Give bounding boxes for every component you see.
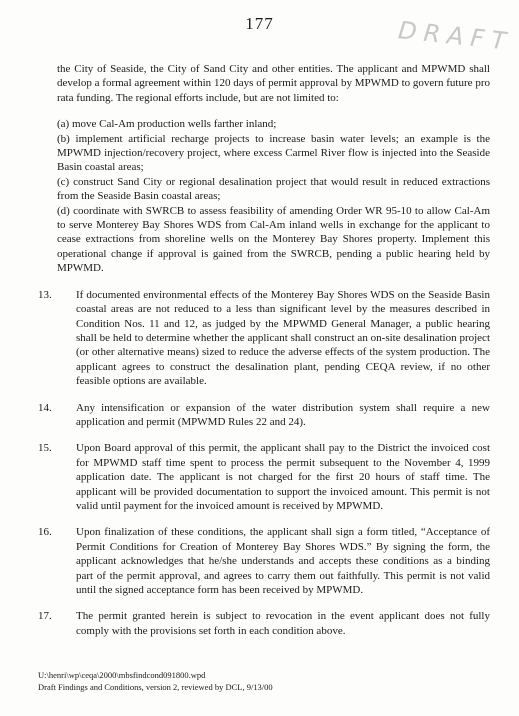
condition-13 (38, 288, 490, 389)
list-item: (c) construct Sand City or regional desalination project that would result in reduced extractions from the Seaside Basin coastal areas; (57, 175, 490, 203)
condition-15 (38, 441, 490, 513)
condition-number: 17. (38, 610, 52, 623)
list-item: (b) implement artificial recharge projects to increase basin water levels; an example is the MPWMD injection/recovery project, where excess Carmel River flow is injected into the Seaside Basin coastal areas; (57, 132, 490, 174)
version-note: Draft Findings and Conditions, version 2, reviewed by DCL, 9/13/00 (38, 682, 273, 692)
condition-number: 16. (38, 526, 52, 539)
condition-17 (38, 609, 490, 638)
list-item: (a) move Cal-Am production wells farther inland; (57, 118, 277, 131)
condition-number: 13. (38, 288, 52, 301)
condition-text: The permit granted herein is subject to revocation in the event applicant does not fully comply with the provisions set forth in each condition above. (76, 610, 490, 637)
draft-stamp: DRAFT (396, 16, 515, 56)
condition-text: Any intensification or expansion of the water distribution system shall require a new application and permit (MPWMD Rules 22 and 24). (76, 401, 490, 428)
list-item: (d) coordinate with SWRCB to assess feasibility of amending Order WR 95-10 to allow Cal-Am to serve Monterey Bay Shores WDS from Cal-Am inland wells in exchange for the applicant to cease extractions from shoreline wells on the Monterey Bay Shores property. Implement this operational change if approval is gained from the SWRCB, pending a public hearing held by MPWMD. (57, 204, 490, 275)
page-number: 177 (245, 14, 274, 33)
condition-number: 14. (38, 401, 52, 414)
condition-14 (38, 401, 490, 430)
condition-number: 15. (38, 442, 52, 455)
intro-paragraph: the City of Seaside, the City of Sand City and other entities. The applicant and MPWMD shall develop a formal agreement within 120 days of permit approval by MPWMD to govern future pro rata funding. The regional efforts include, but are not limited to: (57, 63, 490, 104)
condition-text: Upon finalization of these conditions, the applicant shall sign a form titled, “Acceptance of Permit Conditions for Creation of Monterey Bay Shores WDS.” By signing the form, the applicant acknowledges that he/she understands and accepts these conditions as a binding part of the permit approval, and agrees to carry them out faithfully. This permit is not valid until the signed acceptance form has been received by MPWMD. (76, 526, 490, 596)
file-path: U:\henri\wp\ceqa\2000\mbsfindcond091800.wpd (38, 670, 206, 680)
condition-text: If documented environmental effects of the Monterey Bay Shores WDS on the Seaside Basin coastal areas are not reduced to a less than significant level by the measures described in Condition Nos. 11 and 12, as judged by the MPWMD General Manager, a public hearing shall be held to determine whether the applicant shall construct an on-site desalination project (or other alternative means) sized to reduce the adverse effects of the system production. The applicant agrees to construct the desalination plant, pending CEQA review, if no other feasible options are available. (76, 288, 490, 388)
document-footer (38, 669, 273, 693)
condition-16 (38, 525, 490, 597)
document-body (38, 62, 490, 638)
condition-text: Upon Board approval of this permit, the applicant shall pay to the District the invoiced cost for MPWMD staff time spent to process the permit subsequent to the November 4, 1999 application date. The applicant is not charged for the first 20 hours of staff time. The applicant will be provided documentation to support the invoiced amount. This permit is not valid until payment for the invoiced amount is received by MPWMD. (76, 442, 490, 512)
regional-efforts-list (38, 117, 490, 275)
